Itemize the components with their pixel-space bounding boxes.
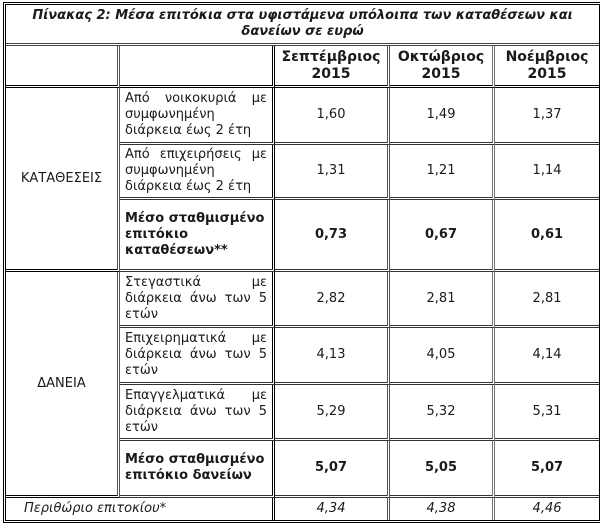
value-cell: 4,05 [390,328,495,385]
value-cell: 5,07 [275,441,390,498]
column-header-october [390,46,495,88]
group-label-deposits: ΚΑΤΑΘΕΣΕΙΣ [6,88,120,272]
column-header-november [495,46,599,88]
value-cell: 1,21 [390,145,495,200]
value-cell: 4,13 [275,328,390,385]
value-cell: 1,31 [275,145,390,200]
footer-row [6,498,599,520]
value-cell: 4,34 [275,498,390,520]
year-label: 2015 [527,65,567,82]
header-row [6,46,599,88]
value-cell: 4,38 [390,498,495,520]
table-row [6,88,599,145]
interest-rates-table [3,2,600,523]
header-empty-2 [120,46,275,88]
row-label: Στεγαστικά με διάρκεια άνω των 5 ετών [120,272,275,328]
value-cell: 1,49 [390,88,495,145]
table-title: Πίνακας 2: Μέσα επιτόκια στα υφιστάμενα υπόλοιπα των καταθέσεων και δανείων σε ευρώ [6,5,599,46]
group-label-loans: ΔΑΝΕΙΑ [6,272,120,498]
value-cell: 5,29 [275,385,390,441]
value-cell: 2,81 [495,272,599,328]
month-label: Νοέμβριος [505,48,589,65]
value-cell: 2,81 [390,272,495,328]
value-cell: 0,73 [275,200,390,272]
month-label: Σεπτέμβριος [281,48,381,65]
value-cell: 5,05 [390,441,495,498]
value-cell: 0,61 [495,200,599,272]
value-cell: 5,32 [390,385,495,441]
value-cell: 1,37 [495,88,599,145]
year-label: 2015 [311,65,351,82]
value-cell: 2,82 [275,272,390,328]
month-label: Οκτώβριος [397,48,485,65]
row-label: Επιχειρηματικά με διάρκεια άνω των 5 ετών [120,328,275,385]
value-cell: 5,31 [495,385,599,441]
value-cell: 1,60 [275,88,390,145]
row-label: Επαγγελματικά με διάρκεια άνω των 5 ετών [120,385,275,441]
row-label: Μέσο σταθμισμένο επιτόκιο καταθέσεων** [120,200,275,272]
value-cell: 5,07 [495,441,599,498]
value-cell: 0,67 [390,200,495,272]
table-row [6,272,599,328]
footer-label: Περιθώριο επιτοκίου* [6,498,275,520]
row-label: Μέσο σταθμισμένο επιτόκιο δανείων [120,441,275,498]
value-cell: 4,46 [532,501,562,516]
column-header-september [275,46,390,88]
row-label: Από επιχειρήσεις με συμφωνημένη διάρκεια έως 2 έτη [120,145,275,200]
value-cell: 1,14 [495,145,599,200]
row-label: Από νοικοκυριά με συμφωνημένη διάρκεια έως 2 έτη [120,88,275,145]
value-cell: 4,14 [495,328,599,385]
year-label: 2015 [421,65,461,82]
header-empty-1 [6,46,120,88]
